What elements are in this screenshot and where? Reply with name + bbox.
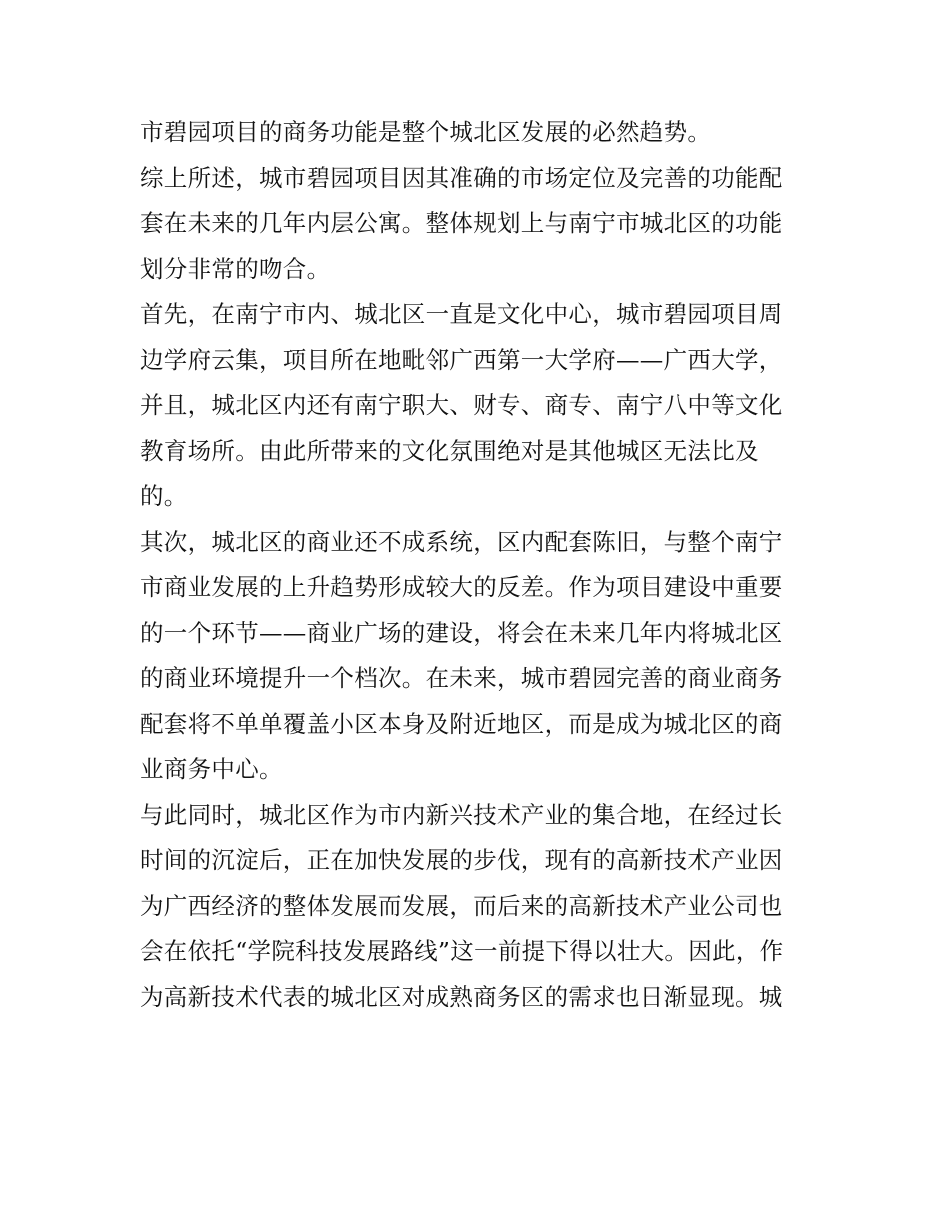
text-line: 配套将不单单覆盖小区本身及附近地区，而是成为城北区的商: [140, 709, 783, 738]
text-line: 会在依托“学院科技发展路线”这一前提下得以壮大。因此，作: [140, 937, 784, 965]
text-line: 综上所述，城市碧园项目因其准确的市场定位及完善的功能配: [140, 163, 783, 192]
text-line: 套在未来的几年内层公寓。整体规划上与南宁市城北区的功能: [140, 209, 783, 237]
text-line: 为广西经济的整体发展而发展，而后来的高新技术产业公司也: [140, 891, 783, 920]
text-line: 教育场所。由此所带来的文化氛围绝对是其他城区无法比及: [140, 436, 759, 465]
text-line: 边学府云集，项目所在地毗邻广西第一大学府——广西大学，: [140, 345, 783, 374]
text-line: 为高新技术代表的城北区对成熟商务区的需求也日渐显现。城: [140, 982, 783, 1011]
text-line: 并且，城北区内还有南宁职大、财专、商专、南宁八中等文化: [140, 391, 783, 419]
text-line: 时间的沉淀后，正在加快发展的步伐，现有的高新技术产业因: [140, 846, 783, 874]
text-line: 市碧园项目的商务功能是整个城北区发展的必然趋势。: [140, 118, 712, 146]
text-line: 划分非常的吻合。: [140, 254, 331, 283]
text-line: 的商业环境提升一个档次。在未来，城市碧园完善的商业商务: [140, 664, 783, 692]
text-line: 与此同时，城北区作为市内新兴技术产业的集合地，在经过长: [140, 800, 783, 829]
document-body: [140, 110, 820, 1020]
text-line: 市商业发展的上升趋势形成较大的反差。作为项目建设中重要: [140, 573, 783, 601]
text-line: 的一个环节——商业广场的建设，将会在未来几年内将城北区: [140, 618, 783, 647]
text-line: 业商务中心。: [140, 755, 283, 783]
text-line: 的。: [140, 482, 188, 510]
text-line: 其次，城北区的商业还不成系统，区内配套陈旧，与整个南宁: [140, 527, 783, 556]
text-line: 首先，在南宁市内、城北区一直是文化中心，城市碧园项目周: [140, 300, 783, 328]
